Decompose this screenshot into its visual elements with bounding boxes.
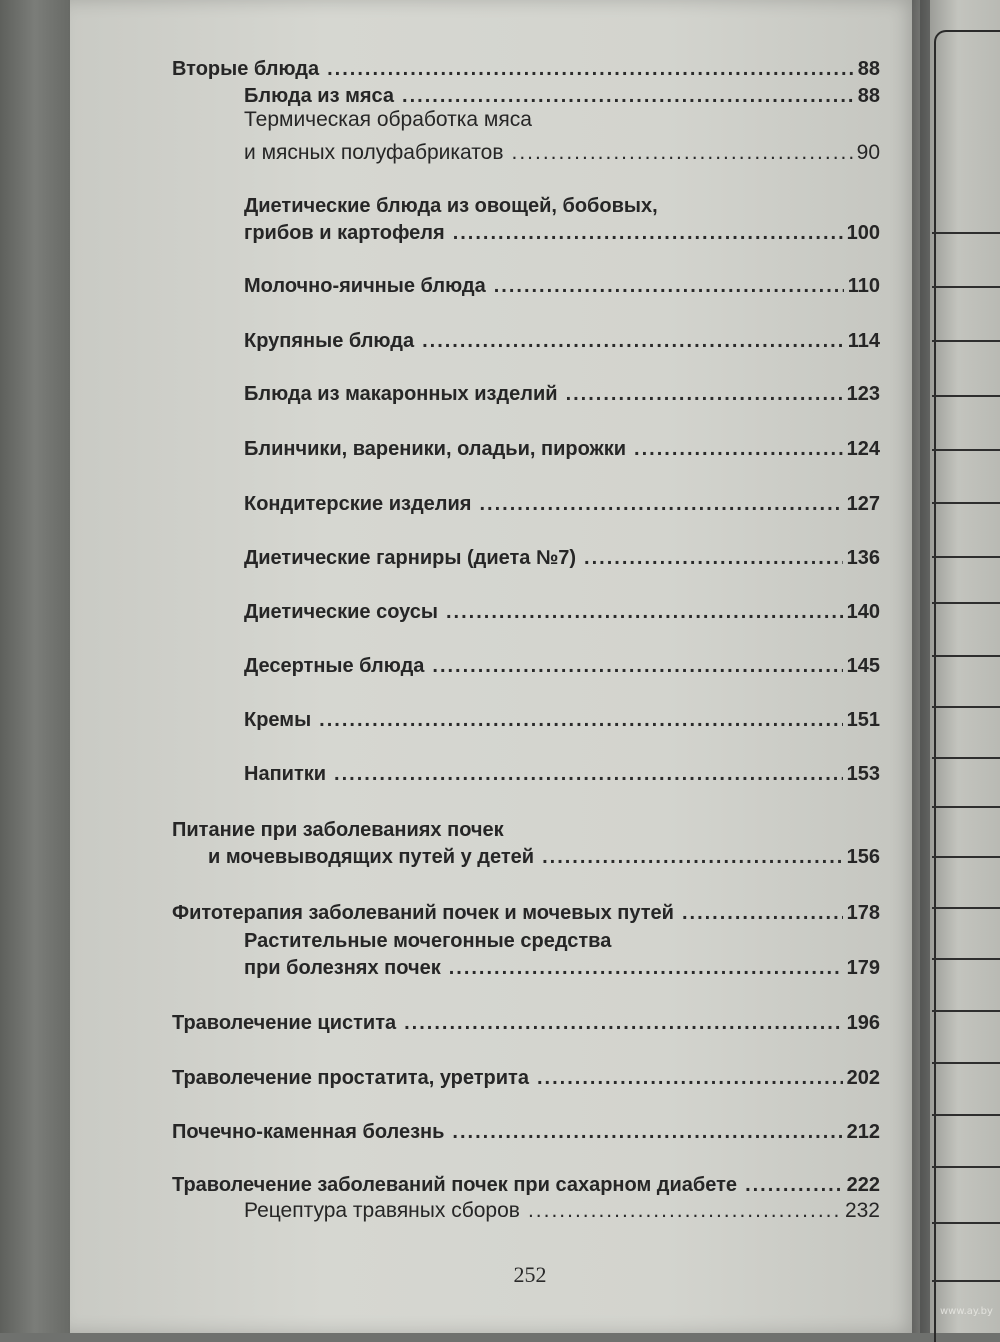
toc-leader-dots — [528, 1197, 841, 1225]
toc-entry-label: Траволечение простатита, уретрита — [172, 1067, 529, 1089]
toc-leader-dots — [449, 954, 843, 982]
toc-entry — [244, 380, 880, 408]
toc-entry-page: 124 — [846, 438, 880, 460]
toc-entry-page: 140 — [846, 601, 880, 623]
toc-entry — [244, 760, 880, 788]
toc-leader-dots — [584, 544, 843, 572]
toc-leader-dots — [432, 652, 842, 680]
toc-entry-label-line1: Растительные мочегонные средства — [244, 930, 612, 952]
toc-entry-label: грибов и картофеля — [244, 222, 445, 244]
toc-entry-page: 100 — [846, 222, 880, 244]
toc-entry — [244, 1197, 880, 1225]
toc-leader-dots — [634, 435, 843, 463]
toc-leader-dots — [566, 380, 843, 408]
toc-leader-dots — [327, 55, 854, 83]
toc-entry-label: Блюда из макаронных изделий — [244, 383, 558, 405]
toc-leader-dots — [404, 1009, 843, 1037]
toc-entry-label: при болезнях почек — [244, 957, 441, 979]
toc-entry — [244, 954, 880, 982]
toc-entry-page: 145 — [846, 655, 880, 677]
toc-entry-page: 178 — [846, 902, 880, 924]
toc-entry-page: 196 — [846, 1012, 880, 1034]
toc-entry-label: Фитотерапия заболеваний почек и мочевых путей — [172, 902, 674, 924]
toc-entry-page: 123 — [846, 383, 880, 405]
toc-entry-label: Молочно-яичные блюда — [244, 275, 486, 297]
toc-entry-label: Почечно-каменная болезнь — [172, 1121, 445, 1143]
toc-entry-page: 88 — [857, 58, 880, 80]
toc-entry-label: Диетические соусы — [244, 601, 438, 623]
toc-leader-dots — [745, 1171, 843, 1199]
toc-entry — [244, 598, 880, 626]
toc-entry-page: 222 — [846, 1174, 880, 1196]
toc-leader-dots — [494, 272, 844, 300]
toc-entry-page: 156 — [846, 846, 880, 868]
toc-entry-label: Десертные блюда — [244, 655, 425, 677]
toc-leader-dots — [446, 598, 843, 626]
toc-leader-dots — [512, 139, 853, 167]
toc-entry-label: Блюда из мяса — [244, 85, 395, 107]
toc-entry — [244, 652, 880, 680]
toc-entry-label: Кремы — [244, 709, 312, 731]
toc-entry-page: 90 — [856, 141, 880, 164]
toc-entry — [244, 435, 880, 463]
toc-entry-page: 110 — [847, 275, 880, 297]
toc-entry-page: 153 — [846, 763, 880, 785]
toc-entry — [244, 706, 880, 734]
toc-entry-label: Рецептура травяных сборов — [244, 1199, 520, 1222]
toc-entry-label: Кондитерские изделия — [244, 493, 472, 515]
toc-leader-dots — [542, 843, 843, 871]
watermark: www.ay.by — [940, 1306, 993, 1317]
toc-entry — [172, 1171, 880, 1199]
toc-entry — [244, 327, 880, 355]
toc-entry-label: Вторые блюда — [172, 58, 320, 80]
toc-entry — [244, 219, 880, 247]
toc-leader-dots — [682, 899, 843, 927]
toc-entry-label: и мочевыводящих путей у детей — [208, 846, 535, 868]
toc-entry — [172, 55, 880, 83]
toc-entry-page: 202 — [846, 1067, 880, 1089]
toc-entry-page: 151 — [846, 709, 880, 731]
toc-leader-dots — [479, 490, 842, 518]
toc-entry-label-line1: Термическая обработка мяса — [244, 108, 532, 131]
toc-entry-label: Блинчики, вареники, оладьи, пирожки — [244, 438, 627, 460]
toc-entry-label-line1: Диетические блюда из овощей, бобовых, — [244, 195, 658, 217]
toc-entry-label: Траволечение заболеваний почек при сахарном диабете — [172, 1174, 738, 1196]
toc-leader-dots — [453, 219, 843, 247]
toc-entry-label: Диетические гарниры (диета №7) — [244, 547, 577, 569]
toc-entry-page: 136 — [846, 547, 880, 569]
toc-entry — [208, 843, 880, 871]
toc-entry — [172, 1064, 880, 1092]
toc-entry-label: Траволечение цистита — [172, 1012, 397, 1034]
page-number: 252 — [513, 1262, 547, 1287]
toc-leader-dots — [319, 706, 842, 734]
toc-leader-dots — [334, 760, 843, 788]
toc-leader-dots — [422, 327, 844, 355]
toc-entry — [244, 139, 880, 167]
toc-entry — [172, 1118, 880, 1146]
toc-entry-label: и мясных полуфабрикатов — [244, 141, 504, 164]
toc-entry-page: 88 — [857, 85, 880, 107]
toc-entry-page: 212 — [846, 1121, 880, 1143]
toc-entry — [172, 899, 880, 927]
toc-entry — [172, 1009, 880, 1037]
toc-entry-page: 232 — [844, 1199, 880, 1222]
toc-leader-dots — [537, 1064, 843, 1092]
toc-entry — [244, 272, 880, 300]
toc-entry — [244, 490, 880, 518]
toc-entry-page: 114 — [847, 330, 880, 352]
toc-entry-page: 179 — [846, 957, 880, 979]
toc-entry-page: 127 — [846, 493, 880, 515]
toc-leader-dots — [452, 1118, 842, 1146]
toc-entry-label-line1: Питание при заболеваниях почек — [172, 819, 504, 841]
toc-entry-label: Крупяные блюда — [244, 330, 415, 352]
toc-entry — [244, 544, 880, 572]
toc-entry-label: Напитки — [244, 763, 327, 785]
